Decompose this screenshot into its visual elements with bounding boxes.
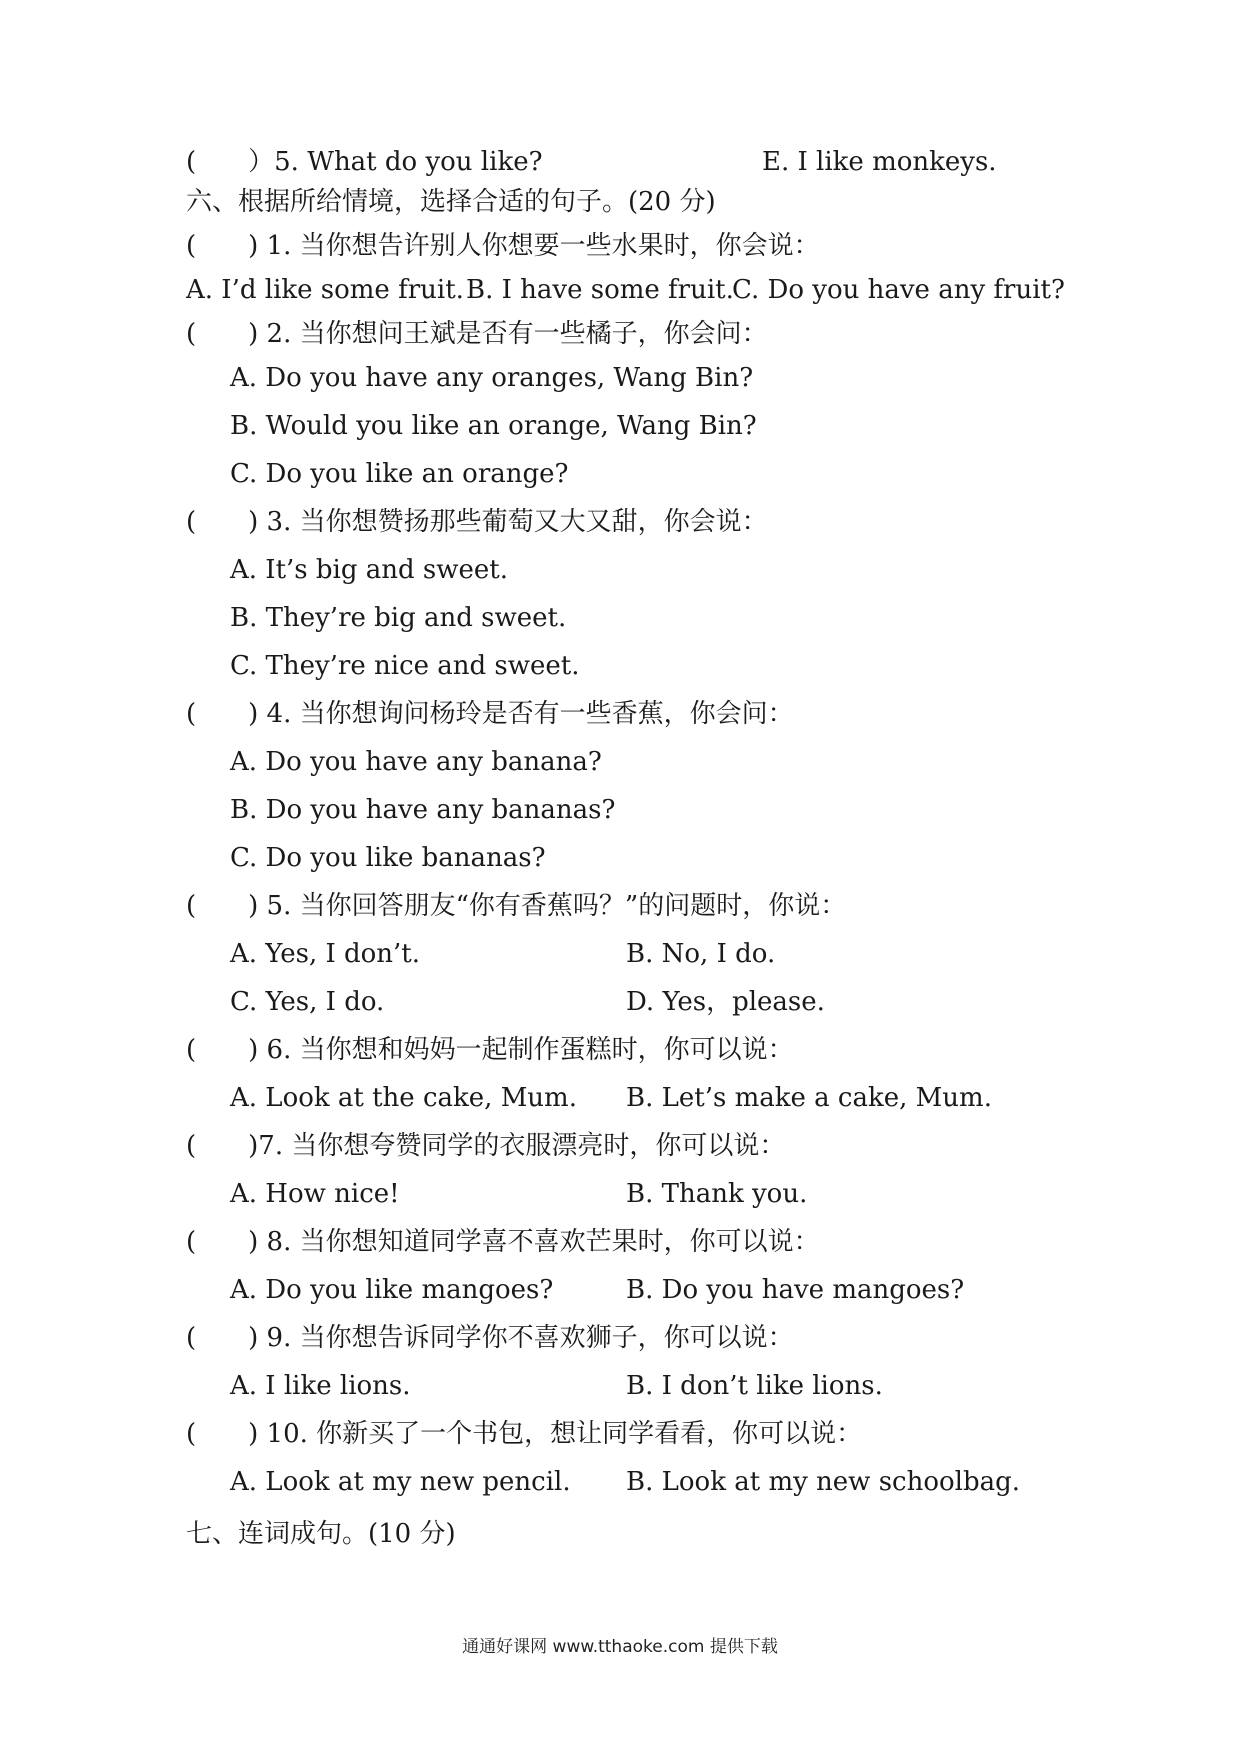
question-10-option-b: B. Look at my new schoolbag. <box>626 1467 1021 1497</box>
question-7-option-a: A. How nice! <box>230 1179 400 1209</box>
section-6-title: 六、根据所给情境，选择合适的句子。(20 分) <box>186 187 716 217</box>
question-3-option-a: A. It’s big and sweet. <box>230 555 509 585</box>
question-3-stem: ( ) 3. 当你想赞扬那些葡萄又大又甜，你会说： <box>186 507 768 537</box>
question-2-option-c: C. Do you like an orange? <box>230 459 569 489</box>
question-5-option-c: C. Yes, I do. <box>230 987 385 1017</box>
question-1-option-a: A. I’d like some fruit. <box>186 275 464 305</box>
question-1-option-b: B. I have some fruit. <box>466 275 734 305</box>
question-9-option-a: A. I like lions. <box>230 1371 411 1401</box>
question-2-stem: ( ) 2. 当你想问王斌是否有一些橘子，你会问： <box>186 319 768 349</box>
footer-download-note: 通通好课网 www.tthaoke.com 提供下载 <box>462 1637 778 1657</box>
question-6-option-a: A. Look at the cake, Mum. <box>230 1083 577 1113</box>
question-6-option-b: B. Let’s make a cake, Mum. <box>626 1083 992 1113</box>
question-2-option-a: A. Do you have any oranges, Wang Bin? <box>230 363 754 393</box>
question-5-option-a: A. Yes, I don’t. <box>230 939 421 969</box>
question-6-stem: ( ) 6. 当你想和妈妈一起制作蛋糕时，你可以说： <box>186 1035 794 1065</box>
question-7-option-b: B. Thank you. <box>626 1179 808 1209</box>
question-8-option-a: A. Do you like mangoes? <box>230 1275 554 1305</box>
question-2-option-b: B. Would you like an orange, Wang Bin? <box>230 411 757 441</box>
prev-answer-e: E. I like monkeys. <box>762 147 997 177</box>
question-4-option-b: B. Do you have any bananas? <box>230 795 616 825</box>
question-1-stem: ( ) 1. 当你想告许别人你想要一些水果时，你会说： <box>186 231 820 261</box>
question-4-option-a: A. Do you have any banana? <box>230 747 602 777</box>
question-9-stem: ( ) 9. 当你想告诉同学你不喜欢狮子，你可以说： <box>186 1323 794 1353</box>
prev-question-5: ( ）5. What do you like? <box>186 147 543 177</box>
question-10-stem: ( ) 10. 你新买了一个书包，想让同学看看，你可以说： <box>186 1419 863 1449</box>
question-8-option-b: B. Do you have mangoes? <box>626 1275 965 1305</box>
question-3-option-b: B. They’re big and sweet. <box>230 603 567 633</box>
question-5-option-b: B. No, I do. <box>626 939 776 969</box>
question-9-option-b: B. I don’t like lions. <box>626 1371 883 1401</box>
question-1-option-c: C. Do you have any fruit? <box>732 275 1065 305</box>
question-4-option-c: C. Do you like bananas? <box>230 843 546 873</box>
section-7-title: 七、连词成句。(10 分) <box>186 1519 456 1549</box>
question-7-stem: ( )7. 当你想夸赞同学的衣服漂亮时，你可以说： <box>186 1131 786 1161</box>
question-5-option-d: D. Yes，please. <box>626 987 825 1017</box>
question-10-option-a: A. Look at my new pencil. <box>230 1467 571 1497</box>
question-4-stem: ( ) 4. 当你想询问杨玲是否有一些香蕉，你会问： <box>186 699 794 729</box>
question-3-option-c: C. They’re nice and sweet. <box>230 651 580 681</box>
question-8-stem: ( ) 8. 当你想知道同学喜不喜欢芒果时，你可以说： <box>186 1227 820 1257</box>
question-5-stem: ( ) 5. 当你回答朋友“你有香蕉吗？”的问题时，你说： <box>186 891 847 921</box>
